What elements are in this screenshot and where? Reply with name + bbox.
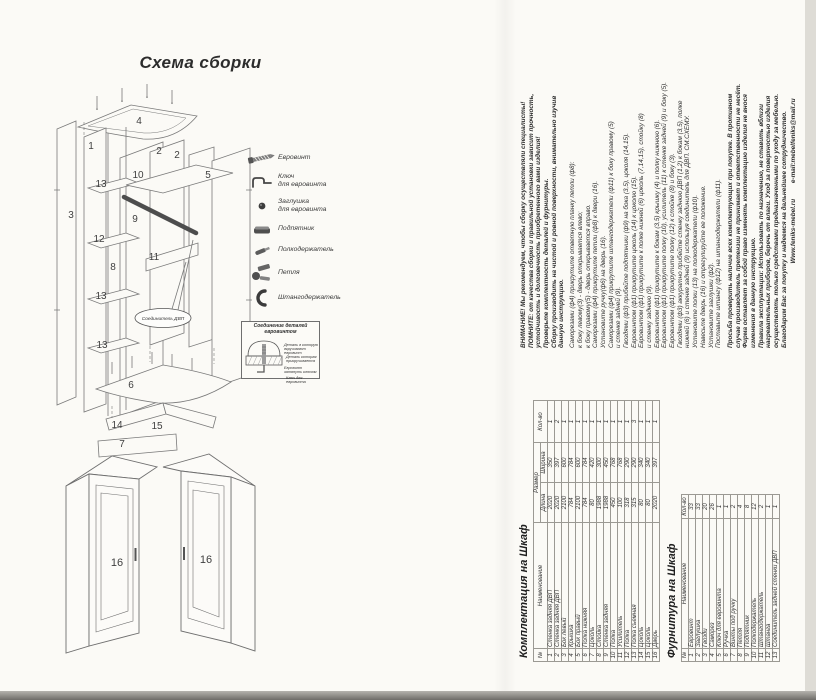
- cell-num: 5: [717, 649, 724, 662]
- cell-width: 420: [590, 443, 597, 483]
- legend-item: [245, 220, 347, 237]
- cell-num: 12: [625, 649, 632, 662]
- door-handle: [183, 547, 185, 560]
- cell-qty: 1: [766, 495, 773, 519]
- cell-qty: 2: [555, 401, 562, 443]
- instruction-line: Гвоздями (ф3) аккуратно прибейте стенку заднюю ДВП (1,2) к бокам (3,5), полке: [676, 100, 684, 348]
- instruction-line: Саморезами (ф4) прикрутите петли (ф8) к двери (16).: [592, 180, 600, 348]
- assembly-steps: [569, 14, 723, 348]
- instruction-line: к боку левому(3) - дверь открывается влево;: [576, 211, 584, 348]
- cell-name: Ручка: [724, 519, 731, 649]
- cell-width: 768: [611, 443, 618, 483]
- cell-name: Штанга: [766, 519, 773, 649]
- legend-item: [245, 149, 347, 166]
- table-row: [696, 495, 703, 662]
- cell-qty: 4: [738, 495, 745, 519]
- cell-name: Штангодержатель: [759, 519, 766, 649]
- table-row: [611, 401, 618, 662]
- table-row: [759, 495, 766, 662]
- euroscrew-joint-drawing: [244, 335, 284, 379]
- euro-screw-icon: [245, 151, 278, 165]
- cell-width: 350: [548, 443, 555, 483]
- cell-num: 5: [576, 649, 583, 662]
- table-row: [632, 401, 639, 662]
- cell-name: Полкодержатель: [752, 519, 759, 649]
- cell-qty: 1: [653, 401, 660, 443]
- cap-icon: [245, 200, 278, 212]
- table-row: [689, 495, 696, 662]
- cell-num: 4: [569, 649, 576, 662]
- hardware-table-header: [682, 495, 689, 662]
- part-label: 13: [96, 340, 108, 351]
- table-row: [555, 401, 562, 662]
- part-label: 9: [132, 214, 138, 225]
- table-row: [604, 401, 611, 662]
- cell-num: 14: [639, 649, 646, 662]
- email-link: e-mail:mebelfeniks@mail.ru: [790, 98, 798, 184]
- instruction-line: ВНИМАНИЕ! Мы рекомендуем, чтобы сборку осуществляли специалисты!: [520, 101, 527, 348]
- connection-box-title: Соединение деталей евровинтом: [253, 323, 308, 335]
- connection-label: Деталь в которую вкручивают евровинт: [284, 343, 319, 355]
- rotated-instruction-panel: [514, 12, 802, 688]
- instruction-line: Просьба проверить наличие всех комплектующих при покупке. В противном: [726, 93, 734, 348]
- cell-width: 397: [555, 443, 562, 483]
- cell-length: 1988: [597, 483, 604, 523]
- table-row: [597, 401, 604, 662]
- cell-qty: 8: [745, 495, 752, 519]
- cell-qty: 1: [717, 495, 724, 519]
- instruction-line: ПОМНИТЕ: от качества сборки и правильной установки зависит прочность,: [527, 93, 535, 348]
- table-row: [576, 401, 583, 662]
- instruction-sheet: [514, 12, 802, 688]
- components-table: [533, 400, 660, 662]
- cell-name: Полка съемная: [632, 523, 639, 649]
- cell-width: 600: [562, 443, 569, 483]
- hardware-table: [681, 494, 780, 662]
- table-row: [738, 495, 745, 662]
- cell-length: 2020: [653, 483, 660, 523]
- cell-name: Дверь: [653, 523, 660, 649]
- part-label: 13: [95, 291, 107, 302]
- col-header-name: Наименование: [682, 519, 689, 649]
- table-row: [745, 495, 752, 662]
- cell-length: 2100: [576, 483, 583, 523]
- instruction-line: изменения в данную инструкцию.: [749, 237, 757, 348]
- cell-name: Цоколь: [590, 523, 597, 649]
- cell-length: 315: [632, 483, 639, 523]
- cell-num: 11: [759, 649, 766, 662]
- table-row: [703, 495, 710, 662]
- connection-box-diagram: [242, 335, 319, 384]
- cell-name: Полка: [611, 523, 618, 649]
- part-label: 2: [174, 150, 180, 161]
- table-row: [590, 401, 597, 662]
- components-table-title: Комплектация на Шкаф: [518, 524, 530, 658]
- table-row: [583, 401, 590, 662]
- connection-label: Деталь которая прикручивается: [286, 355, 317, 363]
- cell-num: 16: [653, 649, 660, 662]
- cell-width: 768: [618, 443, 625, 483]
- table-row: [562, 401, 569, 662]
- page-title: Схема сборки: [139, 53, 262, 72]
- table-row: [717, 495, 724, 662]
- cell-num: 9: [604, 649, 611, 662]
- legend-item: [245, 287, 347, 308]
- instruction-line: и стенке задней (9).: [615, 286, 623, 348]
- cell-qty: 3: [632, 401, 639, 443]
- instruction-line: Саморезами (ф4) прикрутите штангодержатели (ф11) к боку правому (5): [607, 121, 615, 348]
- instruction-line: Проверьте комплектность деталей и фурнитуры.: [543, 178, 551, 348]
- table-row: [569, 401, 576, 662]
- foot-pad-icon: [245, 223, 278, 235]
- instruction-line: Фирма оставляет за собой право изменять комплектацию изделия не внося: [742, 94, 750, 348]
- cell-name: Крышка: [569, 523, 576, 649]
- table-row: [625, 401, 632, 662]
- legend-label: Ключ для евровинта: [278, 172, 327, 188]
- cell-qty: 1: [576, 401, 583, 443]
- cell-qty: 26: [710, 495, 717, 519]
- cell-length: 80: [590, 483, 597, 523]
- cell-num: 11: [618, 649, 625, 662]
- cell-name: Полка нижняя: [583, 523, 590, 649]
- cell-qty: 2: [759, 495, 766, 519]
- cell-num: 13: [632, 649, 639, 662]
- hex-key-icon: [245, 173, 278, 189]
- cell-qty: 20: [703, 495, 710, 519]
- part-label: 5: [205, 170, 211, 181]
- warning-paragraph: [520, 14, 566, 348]
- cell-qty: 1: [724, 495, 731, 519]
- exploded-view: [54, 84, 252, 457]
- part-label: 6: [128, 380, 134, 391]
- part-label: 11: [148, 252, 160, 263]
- table-row: [766, 495, 773, 662]
- part-label: 8: [110, 262, 116, 273]
- cell-name: Усилитель: [618, 523, 625, 649]
- col-header-size: Размер: [534, 443, 541, 523]
- part-label: 16: [199, 554, 213, 566]
- scan-edge-bottom: [0, 691, 816, 700]
- euroscrew-connection-box: [241, 321, 320, 384]
- cell-num: 12: [766, 649, 773, 662]
- assembled-wardrobe-right: [163, 454, 255, 651]
- cell-num: 9: [745, 649, 752, 662]
- cell-length: 100: [618, 483, 625, 523]
- cell-name: Винты под ручку: [731, 519, 738, 649]
- page-fold-shadow: [494, 0, 516, 691]
- cell-qty: 1: [773, 495, 780, 519]
- cell-num: 1: [548, 649, 555, 662]
- cell-name: Евровинт: [689, 519, 696, 649]
- cell-width: 600: [576, 443, 583, 483]
- cell-qty: 1: [548, 401, 555, 443]
- cell-name: Ключ для евровинта: [717, 519, 724, 649]
- cell-qty: 33: [689, 495, 696, 519]
- cell-length: 318: [625, 483, 632, 523]
- instruction-line: Евровинтом (ф1) прикрутите полку (10), усилитель (11) к стенке задней (9) и боку (5).: [661, 81, 669, 348]
- connection-label: Евровинт затянуть ключом: [284, 366, 317, 374]
- table-row: [724, 495, 731, 662]
- table-row: [710, 495, 717, 662]
- hinge-icon: [245, 263, 278, 283]
- cell-name: Полка: [625, 523, 632, 649]
- components-table-header: [534, 401, 548, 662]
- hardware-table-body: [689, 495, 780, 662]
- table-row: [773, 495, 780, 662]
- cell-name: Цоколь: [639, 523, 646, 649]
- cell-length: 1988: [604, 483, 611, 523]
- instruction-line: Саморезами (ф4) прикрутите ответную планку петли (ф8):: [569, 161, 577, 348]
- col-header-qty: Кол-во: [534, 401, 548, 443]
- instruction-line: и стенку заднюю (9).: [646, 284, 653, 348]
- cell-width: 290: [632, 443, 639, 483]
- part-label: 10: [132, 170, 144, 181]
- cell-name: Стойка: [597, 523, 604, 649]
- cell-width: 784: [583, 443, 590, 483]
- cell-qty: 1: [625, 401, 632, 443]
- cell-qty: 1: [583, 401, 590, 443]
- cell-name: Гвозди: [703, 519, 710, 649]
- part-label: 4: [136, 116, 142, 127]
- cell-num: 13: [773, 649, 780, 662]
- table-row: [548, 401, 555, 662]
- cell-qty: 12: [752, 495, 759, 519]
- instruction-line: к боку правому(5) - дверь открывается вправо.: [584, 204, 592, 348]
- part-label: 2: [156, 146, 162, 157]
- cell-width: 300: [597, 443, 604, 483]
- cell-num: 7: [731, 649, 738, 662]
- cell-qty: 2: [731, 495, 738, 519]
- instruction-line: осуществлять только средствами предназначенными по уходу за мебелью.: [773, 93, 780, 348]
- contact-links: [790, 14, 798, 348]
- cell-num: 4: [710, 649, 717, 662]
- table-row: [752, 495, 759, 662]
- cell-num: 1: [689, 649, 696, 662]
- part-label: 1: [88, 141, 94, 152]
- cell-width: 784: [569, 443, 576, 483]
- col-header-name: Наименование: [534, 523, 548, 649]
- cell-width: 450: [604, 443, 611, 483]
- table-row: [653, 401, 660, 662]
- instruction-line: Евровинтом (ф1) прикрутите цоколь (14) к цоколю (15).: [630, 176, 638, 348]
- cell-name: Заглушка: [696, 519, 703, 649]
- shelf-support-icon: [245, 243, 278, 257]
- instruction-line: устойчивость и долговечность приобретенного вами изделия!: [535, 136, 543, 348]
- part-label: 7: [119, 439, 125, 450]
- instruction-line: нижней (6) и стенке задней (9) используя соединитель для ДВП. СМ.СХЕМУ.: [684, 115, 692, 348]
- hardware-block: [666, 352, 780, 662]
- rod-holder-icon: [245, 288, 278, 308]
- components-block: [518, 352, 664, 662]
- cell-qty: 1: [569, 401, 576, 443]
- col-header-width: Ширина: [541, 443, 548, 483]
- part-label: 13: [95, 179, 107, 190]
- cell-length: 450: [611, 483, 618, 523]
- connection-label: Ключ для евровинта: [286, 376, 306, 384]
- website-link: Www.feniks-mebel.ru: [790, 198, 798, 264]
- cell-width: 340: [639, 443, 646, 483]
- part-label: 12: [93, 234, 105, 245]
- cell-name: Стенка задняя ДВП: [548, 523, 555, 649]
- part-label: 16: [110, 557, 124, 569]
- col-header-num: №: [534, 649, 548, 662]
- legend-label: Полкодержатель: [278, 245, 334, 253]
- legend-label: Заглушка для евровинта: [278, 197, 327, 213]
- instruction-line: Установите полки (13) на полкодержатели (ф10).: [692, 194, 700, 348]
- scan-edge-right: [805, 0, 816, 691]
- tables-column: [514, 352, 802, 688]
- cell-qty: 33: [696, 495, 703, 519]
- cell-name: Стенка задняя ДВП: [555, 523, 562, 649]
- cell-name: Бок левый: [562, 523, 569, 649]
- legend-label: Штангодержатель: [278, 293, 341, 301]
- components-table-body: [548, 401, 660, 662]
- legend-item: [245, 170, 347, 191]
- cell-length: 80: [639, 483, 646, 523]
- cell-qty: 1: [611, 401, 618, 443]
- instruction-line: Установите ручку(ф6) на дверь (16).: [599, 235, 607, 348]
- cell-num: 6: [724, 649, 731, 662]
- cell-qty: 1: [562, 401, 569, 443]
- instructions-text: [514, 12, 802, 352]
- cell-name: Саморез: [710, 519, 717, 649]
- cell-qty: 1: [597, 401, 604, 443]
- instruction-line: Евровинтом (ф1) прикрутите к полке нижней (6) цоколь (7,14,15), стойку (8): [638, 113, 646, 348]
- instruction-line: Евровинтом (ф1) прикрутите полку (12) к стойке (8) и боку (3).: [669, 153, 677, 348]
- hardware-table-title: Фурнитура на Шкаф: [666, 543, 678, 658]
- part-label: 15: [151, 421, 163, 432]
- cell-num: 3: [703, 649, 710, 662]
- table-row: [639, 401, 646, 662]
- part-label: 3: [68, 210, 74, 221]
- legend-label: Евровинт: [278, 153, 311, 161]
- cell-length: 2020: [548, 483, 555, 523]
- cell-num: 2: [555, 649, 562, 662]
- cell-width: 290: [625, 443, 632, 483]
- cell-name: Бок правый: [576, 523, 583, 649]
- col-header-length: Длина: [541, 483, 548, 523]
- instruction-line: Сборку производить на чистой и ровной поверхности, внимательно изучив: [550, 95, 558, 348]
- cell-num: 2: [696, 649, 703, 662]
- cell-name: Соединитель задней стенки ДВП: [773, 519, 780, 649]
- cell-width: 340: [646, 443, 653, 483]
- dvp-connector-callout: Соединитель ДВП: [141, 317, 185, 322]
- hardware-legend: [245, 149, 347, 312]
- cell-length: 784: [583, 483, 590, 523]
- cell-qty: 1: [639, 401, 646, 443]
- table-row: [646, 401, 653, 662]
- instruction-line: Гвоздями (ф3) прибейте подпятники (ф9) на бока (3,5), цоколя (14,15).: [622, 132, 630, 348]
- cell-num: 6: [583, 649, 590, 662]
- instruction-line: Правила эксплуатации: Использовать по назначению, не ставить вблизи: [757, 104, 765, 348]
- cell-num: 8: [738, 649, 745, 662]
- table-row: [731, 495, 738, 662]
- legend-label: Подпятник: [278, 224, 315, 232]
- cell-num: 10: [752, 649, 759, 662]
- instruction-line: Благодарим Вас за покупку и надеемся на дальнейшее сотрудничество.: [780, 111, 788, 348]
- legend-item: [245, 195, 347, 216]
- cell-name: Петля: [738, 519, 745, 649]
- cell-qty: 1: [646, 401, 653, 443]
- instruction-line: Навесьте дверь (16) и отрегулируйте ее положение.: [699, 185, 707, 348]
- cell-num: 15: [646, 649, 653, 662]
- cell-qty: 1: [604, 401, 611, 443]
- cell-length: 2100: [562, 483, 569, 523]
- cell-num: 8: [597, 649, 604, 662]
- assembled-wardrobe-left: [66, 456, 157, 653]
- instruction-line: Установите заглушки (ф2).: [707, 262, 715, 348]
- col-header-num: №: [682, 649, 689, 662]
- cell-num: 3: [562, 649, 569, 662]
- cell-width: 397: [653, 443, 660, 483]
- instruction-line: случае производитель претензии не принимает и ответственности не несёт.: [734, 83, 742, 348]
- instruction-line: нагревательных приборов, беречь от влаги. Уход за поверхностью изделия: [765, 95, 773, 348]
- footer-paragraph: [727, 14, 789, 348]
- cell-num: 7: [590, 649, 597, 662]
- cell-length: 784: [569, 483, 576, 523]
- cell-name: Стенка задняя: [604, 523, 611, 649]
- part-label: 14: [111, 420, 123, 431]
- door-handle: [135, 548, 137, 561]
- instruction-line: Евровинтом (ф1) прикрутите к бокам (3,5) крышку (4) и полку нижнюю (6).: [653, 119, 661, 348]
- table-row: [618, 401, 625, 662]
- instruction-line: Поставьте штангу (ф12) на штангодержатели (ф11).: [715, 179, 723, 348]
- cell-name: Цоколь: [646, 523, 653, 649]
- cell-qty: 1: [618, 401, 625, 443]
- cell-qty: 1: [590, 401, 597, 443]
- instruction-line: данную инструкцию.: [558, 279, 566, 348]
- cell-num: 10: [611, 649, 618, 662]
- cell-name: Подпятник: [745, 519, 752, 649]
- legend-item: [245, 262, 347, 283]
- legend-label: Петля: [278, 268, 300, 276]
- col-header-qty: Кол-во: [682, 495, 689, 519]
- legend-item: [245, 241, 347, 258]
- cell-length: 2020: [555, 483, 562, 523]
- cell-length: 80: [646, 483, 653, 523]
